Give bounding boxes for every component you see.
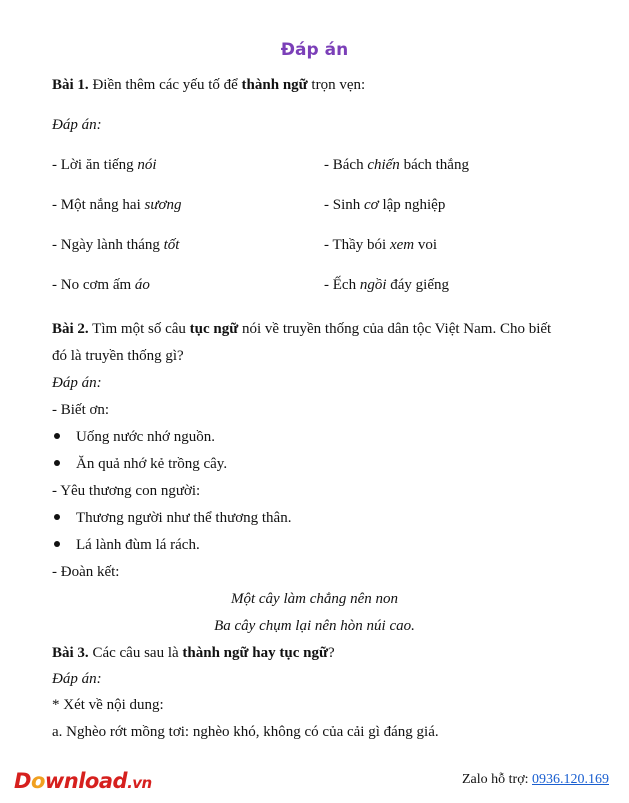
list-item: Lá lành đùm lá rách. xyxy=(54,537,200,554)
bai2-label: Bài 2. xyxy=(52,321,89,337)
list-item: Ăn quả nhớ kẻ trồng cây. xyxy=(54,456,227,473)
bai2-question-line2: đó là truyền thống gì? xyxy=(52,348,184,364)
bai2-doan-ket: - Đoàn kết: xyxy=(52,564,120,580)
bullet-icon xyxy=(54,514,60,520)
bai3-answer-a: a. Nghèo rớt mồng tơi: nghèo khó, không có của cải gì đáng giá. xyxy=(52,724,439,740)
bai1-right-item: - Sinh cơ lập nghiệp xyxy=(324,197,446,213)
list-item: Thương người như thể thương thân. xyxy=(54,510,291,527)
poem-line: Ba cây chụm lại nên hòn núi cao. xyxy=(214,618,415,634)
bai1-question xyxy=(52,77,365,94)
bai2-biet-on: - Biết ơn: xyxy=(52,402,110,418)
bai2-answer-label: Đáp án: xyxy=(52,375,102,391)
bai1-post: trọn vẹn: xyxy=(311,77,366,93)
bai3-label: Bài 3. xyxy=(52,645,89,661)
bai3-xet: * Xét về nội dung: xyxy=(52,697,164,713)
list-item: Uống nước nhớ nguồn. xyxy=(54,429,215,446)
bai3-answer-label: Đáp án: xyxy=(52,671,102,687)
bullet-icon xyxy=(54,460,60,466)
bai1-answer-label: Đáp án: xyxy=(52,117,102,133)
bai1-bold: thành ngữ xyxy=(241,77,308,93)
download-logo[interactable]: Download.vn xyxy=(14,769,152,793)
bai1-label: Bài 1. xyxy=(52,77,89,93)
bai2-yeu-thuong: - Yêu thương con người: xyxy=(52,483,201,499)
bai3-question: Bài 3. Các câu sau là thành ngữ hay tục ngữ? xyxy=(52,645,335,661)
bullet-icon xyxy=(54,433,60,439)
zalo-label: Zalo hỗ trợ: xyxy=(462,772,529,787)
bai1-left-item: - Một nắng hai sương xyxy=(52,197,182,213)
zalo-support xyxy=(462,772,609,788)
poem-line: Một cây làm chẳng nên non xyxy=(230,591,399,607)
page-title: Đáp án xyxy=(280,40,349,60)
bai1-left-item: - Ngày lành tháng tốt xyxy=(52,237,180,253)
zalo-phone-link[interactable]: 0936.120.169 xyxy=(532,772,609,787)
bai1-right-item: - Bách chiến bách thắng xyxy=(324,157,469,173)
bai1-right-item: - Ếch ngồi đáy giếng xyxy=(324,277,449,293)
bai1-pre: Điền thêm các yếu tố để xyxy=(92,77,238,93)
bai1-right-item: - Thầy bói xem voi xyxy=(324,237,438,253)
bullet-icon xyxy=(54,541,60,547)
bai1-left-item: - Lời ăn tiếng nói xyxy=(52,157,157,173)
bai2-question: Bài 2. Tìm một số câu tục ngữ nói về truyền thống của dân tộc Việt Nam. Cho biết xyxy=(52,321,552,337)
bai1-left-item: - No cơm ấm áo xyxy=(52,277,150,293)
